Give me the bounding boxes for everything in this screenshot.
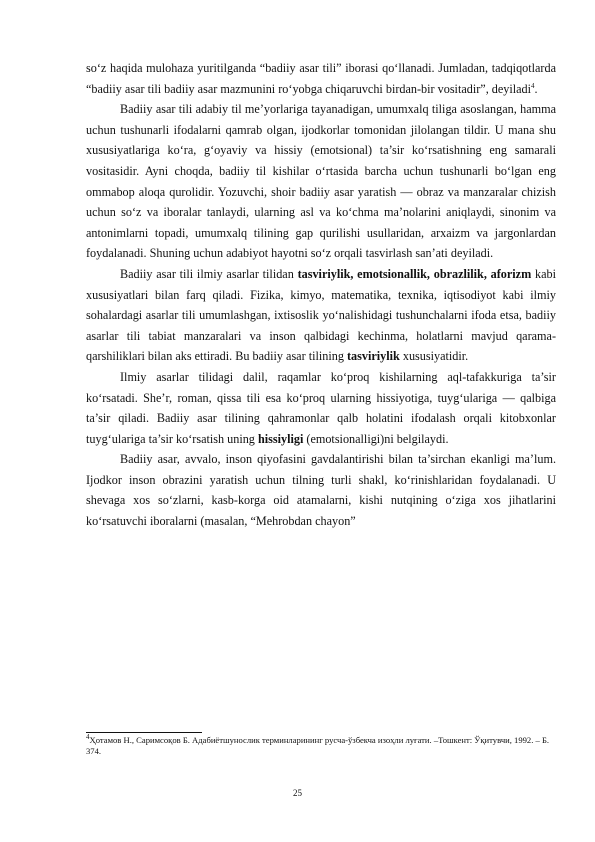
footnote-marker: 4 bbox=[86, 733, 90, 742]
footnote-divider bbox=[86, 732, 202, 733]
page-number: 25 bbox=[293, 788, 302, 798]
paragraph-text: kabi xususiyatlari bilan farq qiladi. Fizika, kimyo, matematika, texnika, iqtisodiyot kabi ilmiy sohalardagi asarlar tili umumlashgan, ixtisoslik yo‘nalishidagi tushunchalarni ifoda etsa, badiiy asarlar tili tabiat manzaralari va inson qalbidagi kechinma, holatlarni mavjud qarama-qarshiliklari bilan aks ettiradi. Bu badiiy asar tilining bbox=[86, 266, 556, 364]
footnote-reference: 4 bbox=[531, 81, 535, 90]
paragraph-text: Badiiy asar, avvalo, inson qiyofasini gavdalantirishi bilan ta’sirchan ekanligi ma’lum. Ijodkor inson obrazini yaratish uchun tilning turli shakl, ko‘rinishlaridan foydalanadi. U shevaga xos so‘zlarni, kasb-korga oid atamalarni, kishi nutqining o‘ziga xos jihatlarini ko‘rsatuvchi iboralarni (masalan, “Mehrobdan chayon” bbox=[86, 452, 556, 529]
paragraph bbox=[86, 367, 556, 449]
paragraph-text: (emotsionalligi)ni belgilaydi. bbox=[303, 431, 449, 446]
paragraph bbox=[86, 264, 556, 367]
page-body bbox=[86, 58, 556, 532]
paragraph-text: Badiiy asar tili adabiy til me’yorlariga tayanadigan, umumxalq tiliga asoslangan, hamma uchun tushunarli ifodalarni qamrab olgan, ijodkorlar tomonidan jilolangan tildir. U mana shu xususiyatlariga ko‘ra, g‘oyaviy va hissiy (emotsional) ta’sir ko‘rsatishning eng samarali vositasidir. Ayni choqda, badiiy til kishilar o‘rtasida barcha uchun tushunarli bo‘lgan eng ommabop aloqa qurolidir. Yozuvchi, shoir badiiy asar yaratish — obraz va manzaralar chizish uchun so‘z va iboralar tanlaydi, ularning asl va ko‘chma ma’nolarini aniqlaydi, sinonim va antonimlarni topadi, umumxalq tilining gap qurilishi usullaridan, arxaizm va jargonlardan foydalanadi. Shuning uchun adabiyot hayotni so‘z orqali tasvirlash san’ati deyiladi. bbox=[86, 102, 556, 261]
paragraph-text: . bbox=[534, 81, 538, 96]
footnote bbox=[86, 735, 556, 757]
bold-term: tasviriylik, emotsionallik, obrazlilik, aforizm bbox=[297, 266, 532, 281]
paragraph bbox=[86, 58, 556, 99]
paragraph-text: xususiyatidir. bbox=[399, 349, 469, 364]
bold-term: tasviriylik bbox=[346, 349, 400, 364]
paragraph bbox=[86, 449, 556, 531]
paragraph-text: Ilmiy asarlar tilidagi dalil, raqamlar ko‘proq kishilarning aql-tafakkuriga ta’sir ko‘rsatadi. She’r, roman, qissa tili esa ko‘proq ularning hissiyotiga, tuyg‘ulariga — qalbiga ta’sir qiladi. Badiiy asar tilining qahramonlar qalb holatini ifodalash orqali kitobxonlar tuyg‘ulariga ta’sir ko‘rsatish uning bbox=[86, 369, 556, 446]
paragraph-list bbox=[86, 58, 556, 532]
footnote-text: Ҳотамов Н., Саримсоқов Б. Адабиётшунослик терминларининг русча-ўзбекча изоҳли луғати. –Тошкент: Ўқитувчи, 1992. – Б. 374. bbox=[86, 735, 550, 756]
paragraph-text: so‘z haqida mulohaza yuritilganda “badiiy asar tili” iborasi qo‘llanadi. Jumladan, tadqiqotlarda “badiiy asar tili badiiy asar mazmunini ro‘yobga chiqaruvchi birdan-bir vositadir”, deyiladi bbox=[86, 61, 556, 96]
paragraph bbox=[86, 99, 556, 264]
paragraph-text: Badiiy asar tili ilmiy asarlar tilidan bbox=[120, 266, 298, 281]
bold-term: hissiyligi bbox=[257, 431, 304, 446]
